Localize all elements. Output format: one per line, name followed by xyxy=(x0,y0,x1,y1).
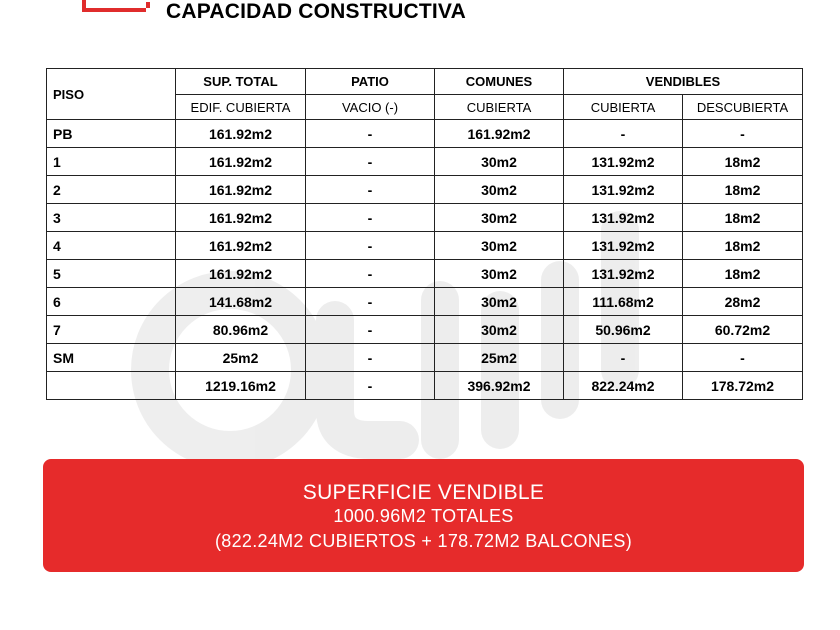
cell-piso: 5 xyxy=(47,260,176,288)
cell-comunes: 161.92m2 xyxy=(435,120,564,148)
cell-vend-descubierta: 18m2 xyxy=(683,204,803,232)
table-row xyxy=(47,232,803,260)
table-row xyxy=(47,316,803,344)
cell-vend-cubierta: 822.24m2 xyxy=(564,372,683,400)
cell-vend-descubierta: - xyxy=(683,344,803,372)
cell-patio: - xyxy=(306,232,435,260)
cell-comunes: 30m2 xyxy=(435,316,564,344)
cell-piso: SM xyxy=(47,344,176,372)
cell-piso: 6 xyxy=(47,288,176,316)
cell-patio: - xyxy=(306,120,435,148)
cell-comunes: 30m2 xyxy=(435,148,564,176)
table-header-row xyxy=(47,69,803,95)
table-row xyxy=(47,176,803,204)
cell-vend-cubierta: 131.92m2 xyxy=(564,204,683,232)
subheader-edif-cubierta: EDIF. CUBIERTA xyxy=(176,95,306,120)
superficie-vendible-banner xyxy=(43,459,804,572)
cell-comunes: 25m2 xyxy=(435,344,564,372)
cell-comunes: 30m2 xyxy=(435,288,564,316)
cell-piso: 2 xyxy=(47,176,176,204)
cell-comunes: 396.92m2 xyxy=(435,372,564,400)
cell-piso xyxy=(47,372,176,400)
cell-sup-total: 161.92m2 xyxy=(176,148,306,176)
cell-vend-cubierta: 131.92m2 xyxy=(564,232,683,260)
cell-vend-cubierta: 131.92m2 xyxy=(564,176,683,204)
header-sup-total: SUP. TOTAL xyxy=(176,69,306,95)
cell-piso: 1 xyxy=(47,148,176,176)
cell-sup-total: 1219.16m2 xyxy=(176,372,306,400)
cell-comunes: 30m2 xyxy=(435,260,564,288)
table-row xyxy=(47,120,803,148)
table-row xyxy=(47,288,803,316)
cell-patio: - xyxy=(306,344,435,372)
table-row xyxy=(47,372,803,400)
cell-patio: - xyxy=(306,260,435,288)
cell-vend-cubierta: - xyxy=(564,344,683,372)
table-row xyxy=(47,204,803,232)
cell-sup-total: 161.92m2 xyxy=(176,176,306,204)
cell-patio: - xyxy=(306,316,435,344)
cell-piso: 4 xyxy=(47,232,176,260)
cell-patio: - xyxy=(306,148,435,176)
cell-sup-total: 161.92m2 xyxy=(176,120,306,148)
cell-vend-descubierta: 18m2 xyxy=(683,148,803,176)
cell-vend-descubierta: - xyxy=(683,120,803,148)
cell-sup-total: 80.96m2 xyxy=(176,316,306,344)
header-comunes: COMUNES xyxy=(435,69,564,95)
table-row xyxy=(47,148,803,176)
subheader-vacio: VACIO (-) xyxy=(306,95,435,120)
cell-sup-total: 161.92m2 xyxy=(176,232,306,260)
cell-sup-total: 161.92m2 xyxy=(176,260,306,288)
cell-comunes: 30m2 xyxy=(435,232,564,260)
cell-patio: - xyxy=(306,288,435,316)
cell-piso: 3 xyxy=(47,204,176,232)
capacity-table xyxy=(46,68,803,400)
cell-vend-cubierta: 131.92m2 xyxy=(564,260,683,288)
table-row xyxy=(47,344,803,372)
cell-patio: - xyxy=(306,372,435,400)
cell-vend-cubierta: 50.96m2 xyxy=(564,316,683,344)
page-title: CAPACIDAD CONSTRUCTIVA xyxy=(166,0,466,23)
cell-comunes: 30m2 xyxy=(435,176,564,204)
subheader-vendibles-cubierta: CUBIERTA xyxy=(564,95,683,120)
subheader-vendibles-descubierta: DESCUBIERTA xyxy=(683,95,803,120)
cell-comunes: 30m2 xyxy=(435,204,564,232)
header-piso: PISO xyxy=(47,69,176,120)
header-vendibles: VENDIBLES xyxy=(564,69,803,95)
cell-vend-descubierta: 18m2 xyxy=(683,176,803,204)
cell-patio: - xyxy=(306,176,435,204)
logo-mark-icon xyxy=(82,0,146,12)
cell-vend-cubierta: - xyxy=(564,120,683,148)
cell-piso: 7 xyxy=(47,316,176,344)
cell-sup-total: 161.92m2 xyxy=(176,204,306,232)
cell-patio: - xyxy=(306,204,435,232)
table-body xyxy=(47,120,803,400)
cell-vend-cubierta: 131.92m2 xyxy=(564,148,683,176)
cell-sup-total: 25m2 xyxy=(176,344,306,372)
cell-vend-descubierta: 18m2 xyxy=(683,260,803,288)
cell-vend-descubierta: 60.72m2 xyxy=(683,316,803,344)
banner-title: SUPERFICIE VENDIBLE xyxy=(302,481,545,504)
cell-vend-descubierta: 18m2 xyxy=(683,232,803,260)
cell-vend-descubierta: 178.72m2 xyxy=(683,372,803,400)
header-patio: PATIO xyxy=(306,69,435,95)
banner-breakdown: (822.24M2 CUBIERTOS + 178.72M2 BALCONES) xyxy=(214,531,633,551)
cell-vend-descubierta: 28m2 xyxy=(683,288,803,316)
subheader-comunes-cubierta: CUBIERTA xyxy=(435,95,564,120)
cell-vend-cubierta: 111.68m2 xyxy=(564,288,683,316)
cell-sup-total: 141.68m2 xyxy=(176,288,306,316)
table-row xyxy=(47,260,803,288)
cell-piso: PB xyxy=(47,120,176,148)
banner-total: 1000.96M2 TOTALES xyxy=(333,506,514,526)
